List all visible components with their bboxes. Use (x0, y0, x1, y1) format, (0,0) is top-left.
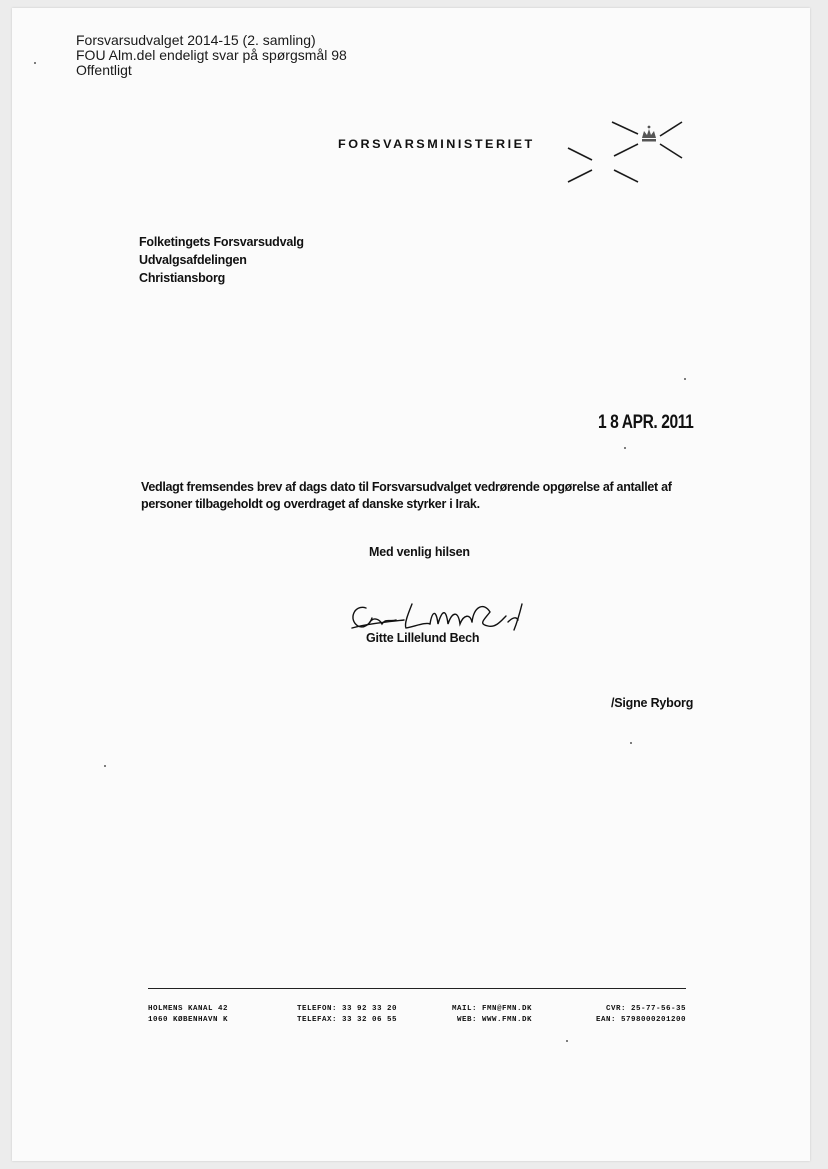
scan-speck (566, 1040, 568, 1042)
recipient-department: Udvalgsafdelingen (139, 253, 247, 267)
stamp-line-status: Offentligt (76, 62, 132, 78)
signer-name: Gitte Lillelund Bech (366, 631, 480, 645)
footer-mail: MAIL: FMN@FMN.DK (452, 1005, 533, 1013)
body-line-2: personer tilbageholdt og overdraget af danske styrker i Irak. (141, 497, 480, 511)
recipient-location: Christiansborg (139, 271, 226, 285)
footer-web: WEB: WWW.FMN.DK (457, 1016, 533, 1024)
letter-body (141, 479, 701, 513)
footer-address (148, 1004, 228, 1026)
scan-speck (630, 742, 632, 744)
footer-ean: EAN: 5798000201200 (596, 1016, 687, 1024)
recipient-address (139, 233, 304, 287)
date-stamp: 1 8 APR. 2011 (598, 412, 694, 433)
closing-greeting: Med venlig hilsen (369, 545, 470, 559)
footer-phone: TELEFON: 33 92 33 20 (297, 1005, 398, 1013)
footer-fax: TELEFAX: 33 32 06 55 (297, 1016, 398, 1024)
body-line-1: Vedlagt fremsendes brev af dags dato til Forsvarsudvalget vedrørende opgørelse af antallet af (141, 480, 672, 494)
footer-cvr: CVR: 25-77-56-35 (606, 1005, 687, 1013)
footer-registry-block (596, 1004, 686, 1026)
ministry-name: FORSVARSMINISTERIET (338, 137, 535, 151)
footer-contact-block (452, 1004, 532, 1026)
footer-phone-block (297, 1004, 397, 1026)
handwritten-signature (346, 598, 526, 634)
scan-speck (624, 447, 626, 449)
document-stamp (76, 33, 347, 78)
stamp-line-question: FOU Alm.del endeligt svar på spørgsmål 98 (76, 47, 347, 63)
footer-city: 1060 KØBENHAVN K (148, 1016, 229, 1024)
footer-divider (148, 988, 686, 989)
cc-initials: /Signe Ryborg (611, 696, 694, 710)
footer-street: HOLMENS KANAL 42 (148, 1005, 229, 1013)
stamp-line-committee: Forsvarsudvalget 2014-15 (2. samling) (76, 32, 316, 48)
recipient-committee: Folketingets Forsvarsudvalg (139, 235, 304, 249)
scan-speck (104, 765, 106, 767)
scan-speck (684, 378, 686, 380)
crown-crossed-lines-icon (562, 114, 690, 190)
scan-speck (34, 62, 36, 64)
